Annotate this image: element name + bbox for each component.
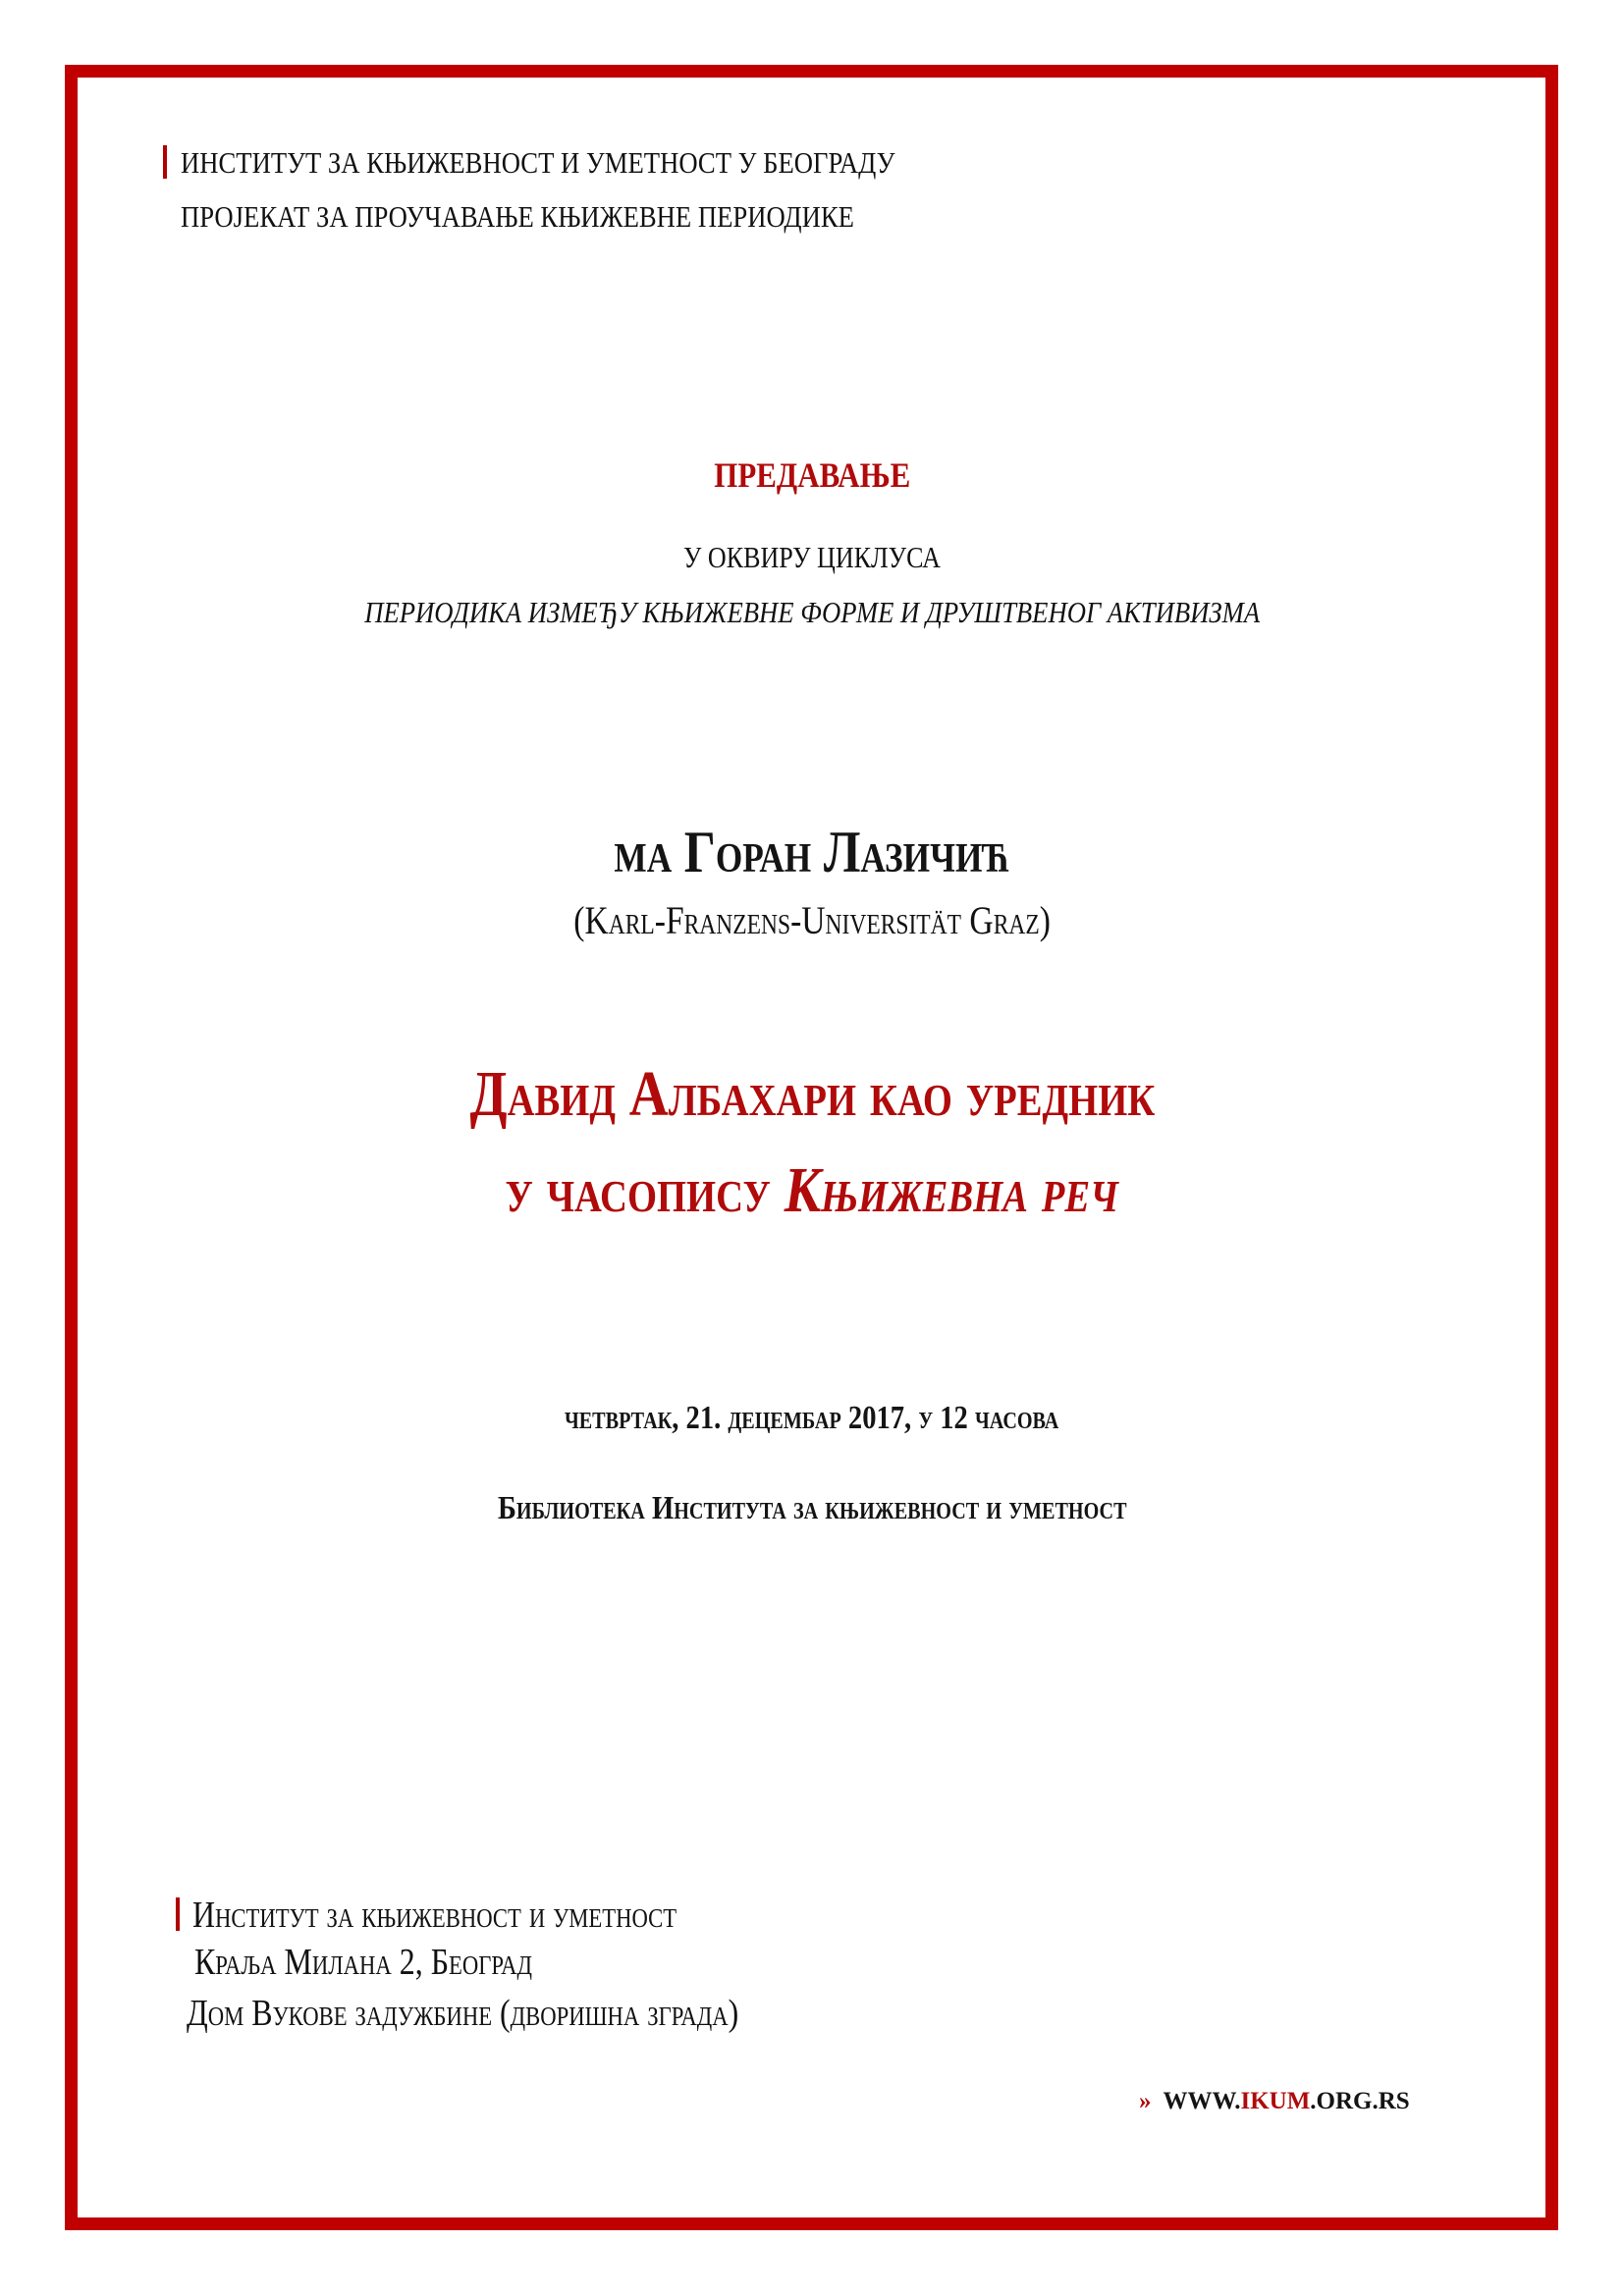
address-line1 <box>192 1896 769 1934</box>
lecture-title-cap2: А <box>628 1058 669 1130</box>
lecture-title-part2: лбахари као уредник <box>668 1058 1155 1130</box>
day: 21 <box>685 1400 715 1436</box>
speaker-name <box>0 820 1624 884</box>
header-institute <box>181 147 1011 178</box>
speaker-last-name: Лазичић <box>823 820 1010 884</box>
address-line2 <box>194 1944 596 1981</box>
journal-title: Књижевна реч <box>784 1154 1119 1226</box>
address-line1-text: Институт за књижевност и уметност <box>192 1895 677 1936</box>
datetime-sep: , у <box>904 1400 941 1436</box>
website-link[interactable] <box>1139 2089 1410 2113</box>
event-within <box>0 542 1624 572</box>
address-line3-text: Дом Вукове задужбине (дворишна зграда) <box>187 1993 739 2034</box>
footer-accent-bar <box>176 1897 180 1931</box>
header-project-text: ПРОЈЕКАТ ЗА ПРОУЧАВАЊЕ КЊИЖЕВНЕ ПЕРИОДИКЕ <box>181 199 854 234</box>
weekday: четвртак, <box>565 1400 686 1436</box>
event-type <box>0 457 1624 493</box>
website-prefix: WWW. <box>1163 2088 1241 2114</box>
venue-prefix: Библиотека <box>497 1490 652 1526</box>
lecture-title-cap1: Д <box>469 1058 508 1130</box>
lecture-title-part1: авид <box>507 1058 629 1130</box>
header-accent-bar <box>163 145 167 179</box>
address-line3 <box>187 1995 843 2032</box>
venue-rest: нститута за књижевност и уметност <box>673 1490 1127 1526</box>
lecture-title-plain: у часопису <box>505 1154 785 1226</box>
address-line2-text: Краља Милана 2, Београд <box>194 1942 532 1983</box>
lecture-title-line1 <box>0 1058 1624 1130</box>
event-cycle-text: ПЕРИОДИКА ИЗМЕЂУ КЊИЖЕВНЕ ФОРМЕ И ДРУШТВЕНОГ АКТИВИЗМА <box>364 595 1260 629</box>
year: 2017 <box>848 1400 905 1436</box>
event-type-text: ПРЕДАВАЊЕ <box>713 455 911 495</box>
arrow-icon: » <box>1139 2088 1152 2114</box>
speaker-affiliation-text: (Karl-Franzens-Universität Graz) <box>573 898 1051 942</box>
month: . децембар <box>714 1400 849 1436</box>
website-suffix: .ORG.RS <box>1310 2088 1410 2114</box>
header-project <box>181 201 964 232</box>
lecture-title-line2 <box>0 1154 1624 1226</box>
event-within-text: У ОКВИРУ ЦИКЛУСА <box>682 540 942 574</box>
header-institute-text: ИНСТИТУТ ЗА КЊИЖЕВНОСТ И УМЕТНОСТ У БЕОГРАДУ <box>181 145 895 180</box>
event-venue <box>0 1492 1624 1525</box>
website-highlight: IKUM <box>1240 2088 1311 2114</box>
event-cycle <box>0 597 1624 627</box>
hour-unit: часова <box>968 1400 1059 1436</box>
event-datetime <box>0 1402 1624 1435</box>
venue-cap: И <box>651 1490 674 1526</box>
speaker-title: ма <box>614 820 673 884</box>
speaker-first-name: Горан <box>683 820 812 884</box>
hour: 12 <box>940 1400 969 1436</box>
speaker-affiliation <box>0 898 1624 942</box>
